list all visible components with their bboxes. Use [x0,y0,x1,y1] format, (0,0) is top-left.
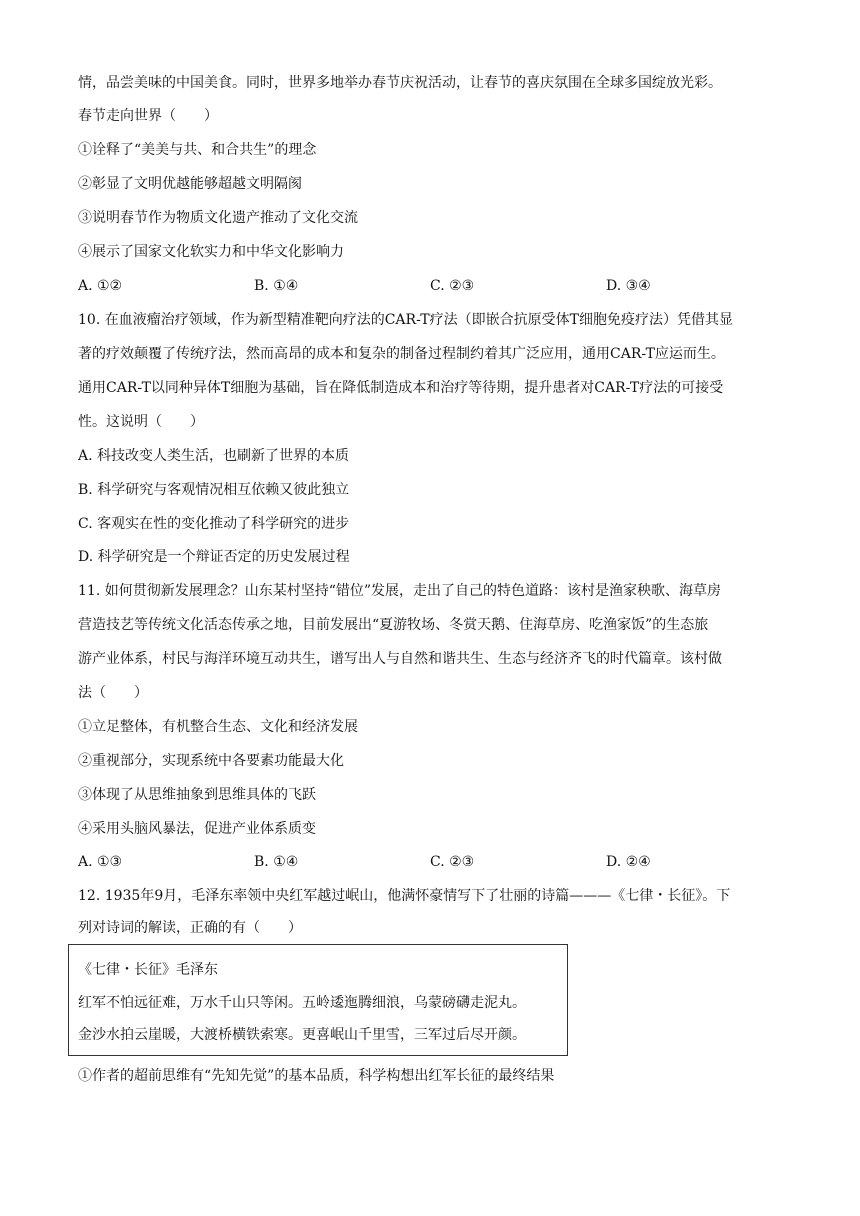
q11-stem-line-4: 法（ ） [78,685,148,701]
q11-item-3: ③体现了从思维抽象到思维具体的飞跃 [78,787,316,803]
q11-option-b[interactable]: B. ①④ [254,854,299,870]
poem-box [68,944,568,1056]
q11-item-4: ④采用头脑风暴法，促进产业体系质变 [78,821,316,837]
poem-line-2: 金沙水拍云崖暖，大渡桥横铁索寒。更喜岷山千里雪，三军过后尽开颜。 [78,1027,526,1043]
q12-item-1: ①作者的超前思维有“先知先觉”的基本品质，科学构想出红军长征的最终结果 [78,1068,555,1084]
q11-stem-line-2: 营造技艺等传统文化活态传承之地，目前发展出“夏游牧场、冬赏天鹅、住海草房、吃渔家饭”的生态旅 [78,617,709,633]
q10-option-c[interactable]: C. 客观实在性的变化推动了科学研究的进步 [78,516,350,532]
q10-option-d[interactable]: D. 科学研究是一个辩证否定的历史发展过程 [78,549,350,565]
q11-stem-line-3: 游产业体系，村民与海洋环境互动共生，谱写出人与自然和谐共生、生态与经济齐飞的时代篇章。该村做 [78,651,722,667]
q10-option-b[interactable]: B. 科学研究与客观情况相互依赖又彼此独立 [78,482,350,498]
q11-item-2: ②重视部分，实现系统中各要素功能最大化 [78,753,344,769]
q11-option-d[interactable]: D. ②④ [606,854,651,870]
q10-stem-line-4: 性。这说明（ ） [78,414,204,430]
q11-stem-line-1: 11. 如何贯彻新发展理念？山东某村坚持“错位”发展，走出了自己的特色道路：该村是渔家秧歌、海草房 [78,583,722,599]
q9-item-2: ②彰显了文明优越能够超越文明隔阂 [78,176,302,192]
poem-title: 《七律・长征》毛泽东 [78,962,218,978]
q10-stem-line-1: 10. 在血液瘤治疗领域，作为新型精准靶向疗法的CAR-T疗法（即嵌合抗原受体T细胞免疫疗法）凭借其显 [78,312,733,328]
q10-option-a[interactable]: A. 科技改变人类生活，也刷新了世界的本质 [78,448,350,464]
q10-stem-line-3: 通用CAR-T以同种异体T细胞为基础，旨在降低制造成本和治疗等待期，提升患者对CAR-T疗法的可接受 [78,380,724,396]
q9-option-d[interactable]: D. ③④ [606,278,651,294]
q11-option-a[interactable]: A. ①③ [78,854,123,870]
poem-line-1: 红军不怕远征难，万水千山只等闲。五岭逶迤腾细浪，乌蒙磅礴走泥丸。 [78,995,526,1011]
q9-stem-tail: 情，品尝美味的中国美食。同时，世界多地举办春节庆祝活动，让春节的喜庆氛围在全球多国绽放光彩。 [78,75,722,91]
q9-option-a[interactable]: A. ①② [78,278,123,294]
q9-item-3: ③说明春节作为物质文化遗产推动了文化交流 [78,210,358,226]
q9-item-4: ④展示了国家文化软实力和中华文化影响力 [78,244,344,260]
q12-stem-line-2: 列对诗词的解读，正确的有（ ） [78,920,302,936]
q9-item-1: ①诠释了“美美与共、和合共生”的理念 [78,142,317,158]
q9-stem-end: 春节走向世界（ ） [78,108,218,124]
q12-stem-line-1: 12. 1935年9月，毛泽东率领中央红军越过岷山，他满怀豪情写下了壮丽的诗篇———《七律・长征》。下 [78,888,731,904]
q9-option-b[interactable]: B. ①④ [254,278,299,294]
q11-option-c[interactable]: C. ②③ [430,854,475,870]
q9-option-c[interactable]: C. ②③ [430,278,475,294]
q10-stem-line-2: 著的疗效颠覆了传统疗法，然而高昂的成本和复杂的制备过程制约着其广泛应用，通用CAR-T应运而生。 [78,346,725,362]
q11-item-1: ①立足整体，有机整合生态、文化和经济发展 [78,719,358,735]
